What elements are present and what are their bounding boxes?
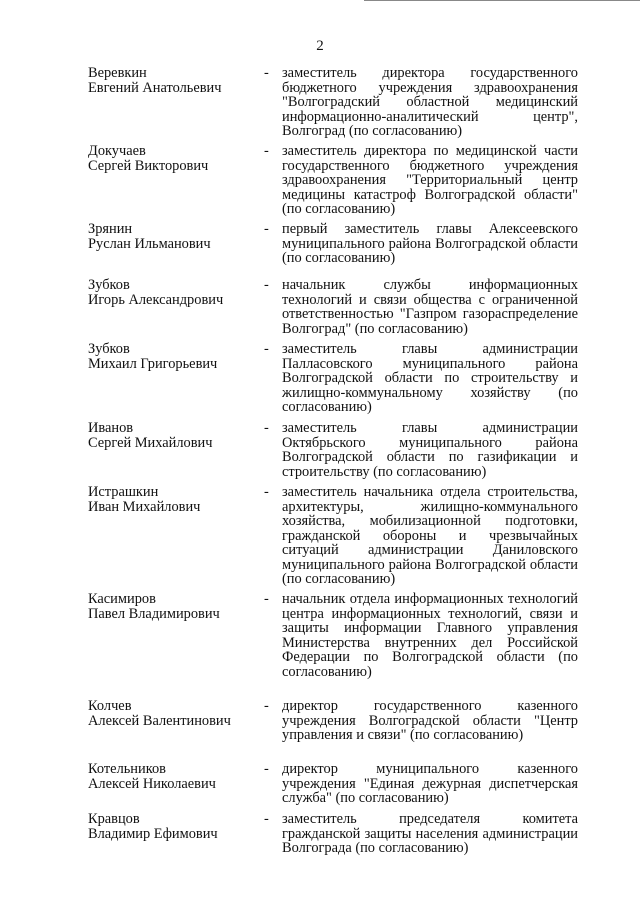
list-item xyxy=(88,762,578,812)
given-names: Алексей Валентинович xyxy=(88,712,231,729)
list-item xyxy=(88,66,578,144)
position-description: директор муниципального казенного учреждения "Единая дежурная диспетчерская служба" (по согласованию) xyxy=(282,761,578,806)
surname: Колчев xyxy=(88,698,132,714)
list-item xyxy=(88,342,578,421)
top-rule xyxy=(364,0,640,1)
position-description: заместитель главы администрации Октябрьского муниципального района Волгоградской области по газификации и строительству (по согласованию) xyxy=(282,420,578,480)
person-name xyxy=(88,222,264,251)
person-name xyxy=(88,342,264,371)
list-item xyxy=(88,144,578,222)
surname: Зрянин xyxy=(88,221,133,237)
surname: Веревкин xyxy=(88,65,147,81)
list-item xyxy=(88,421,578,485)
given-names: Игорь Александрович xyxy=(88,291,224,308)
given-names: Евгений Анатольевич xyxy=(88,79,222,96)
dash: - xyxy=(264,277,269,293)
dash: - xyxy=(264,65,269,81)
given-names: Владимир Ефимович xyxy=(88,825,218,842)
position-description: начальник службы информационных технологий и связи общества с ограниченной ответственностью "Газпром газораспределение Волгоград" (по согласованию) xyxy=(282,277,578,337)
dash: - xyxy=(264,761,269,777)
dash: - xyxy=(264,420,269,436)
person-name xyxy=(88,592,264,621)
dash: - xyxy=(264,811,269,827)
person-name xyxy=(88,812,264,841)
list-item xyxy=(88,278,578,342)
dash: - xyxy=(264,143,269,159)
list-item xyxy=(88,222,578,278)
person-name xyxy=(88,421,264,450)
surname: Зубков xyxy=(88,341,130,357)
list-item xyxy=(88,592,578,699)
given-names: Руслан Ильманович xyxy=(88,235,211,252)
given-names: Павел Владимирович xyxy=(88,605,220,622)
dash: - xyxy=(264,698,269,714)
dash: - xyxy=(264,484,269,500)
person-name xyxy=(88,144,264,173)
page-number: 2 xyxy=(316,38,324,54)
person-name xyxy=(88,278,264,307)
surname: Касимиров xyxy=(88,591,156,607)
given-names: Иван Михайлович xyxy=(88,498,201,515)
position-description: директор государственного казенного учреждения Волгоградской области "Центр управления и связи" (по согласованию) xyxy=(282,698,578,743)
surname: Иванов xyxy=(88,420,134,436)
given-names: Михаил Григорьевич xyxy=(88,355,218,372)
position-description: заместитель директора государственного бюджетного учреждения здравоохранения "Волгоградский областной медицинский информационно-аналитический центр", Волгоград (по согласованию) xyxy=(282,65,578,139)
person-name xyxy=(88,699,264,728)
surname: Докучаев xyxy=(88,143,146,159)
given-names: Сергей Викторович xyxy=(88,157,209,174)
list-item xyxy=(88,485,578,592)
surname: Истрашкин xyxy=(88,484,159,500)
position-description: начальник отдела информационных технологий центра информационных технологий, связи и защиты информации Главного управления Министерства внутренних дел Российской Федерации по Волгоградской области (по согласованию) xyxy=(282,591,578,680)
position-description: заместитель директора по медицинской части государственного бюджетного учреждения здравоохранения "Территориальный центр медицины катастроф Волгоградской области" (по согласованию) xyxy=(282,143,578,217)
position-description: заместитель начальника отдела строительства, архитектуры, жилищно-коммунального хозяйства, мобилизационной подготовки, гражданской обороны и чрезвычайных ситуаций администрации Даниловского муниципального района Волгоградской области (по согласованию) xyxy=(282,484,578,587)
person-name xyxy=(88,762,264,791)
list-item xyxy=(88,699,578,762)
position-description: заместитель главы администрации Палласовского муниципального района Волгоградской области по строительству и жилищно-коммунальному хозяйству (по согласованию) xyxy=(282,341,578,415)
surname: Котельников xyxy=(88,761,166,777)
given-names: Алексей Николаевич xyxy=(88,775,216,792)
position-description: заместитель председателя комитета гражданской защиты населения администрации Волгограда (по согласованию) xyxy=(282,811,578,856)
surname: Зубков xyxy=(88,277,130,293)
person-name xyxy=(88,485,264,514)
member-list xyxy=(88,66,578,862)
dash: - xyxy=(264,591,269,607)
dash: - xyxy=(264,341,269,357)
dash: - xyxy=(264,221,269,237)
given-names: Сергей Михайлович xyxy=(88,434,213,451)
list-item xyxy=(88,812,578,862)
surname: Кравцов xyxy=(88,811,140,827)
position-description: первый заместитель главы Алексеевского муниципального района Волгоградской области (по согласованию) xyxy=(282,221,578,266)
person-name xyxy=(88,66,264,95)
